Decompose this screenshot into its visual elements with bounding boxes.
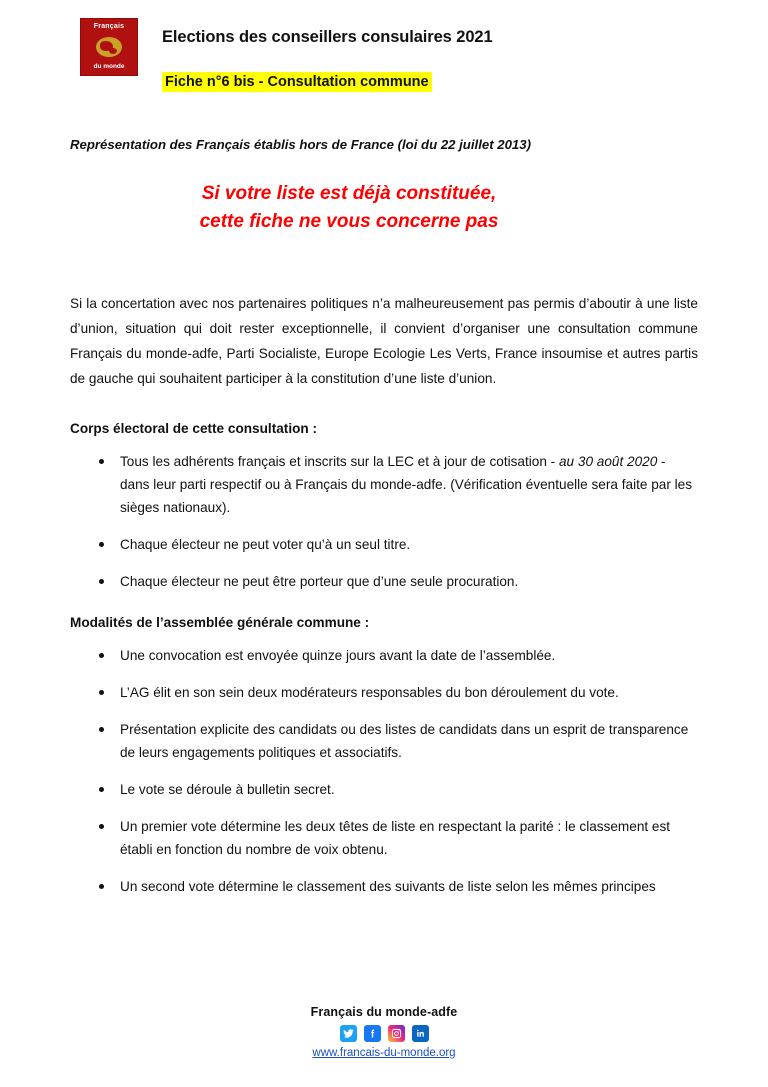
- document-subtitle-highlighted: Fiche n°6 bis - Consultation commune: [162, 72, 432, 92]
- header-text-block: [162, 18, 493, 93]
- list-electorate: [70, 450, 698, 593]
- section-heading-modalities: Modalités de l’assemblée générale commune :: [70, 615, 370, 630]
- list-item: Le vote se déroule à bulletin secret.: [116, 778, 698, 801]
- list-item-text-part1: Tous les adhérents français et inscrits sur la LEC et à jour de cotisation -: [120, 454, 559, 469]
- subtitle-wrapper: [162, 71, 493, 93]
- warning-line-1: Si votre liste est déjà constituée,: [201, 183, 497, 204]
- instagram-icon[interactable]: [388, 1025, 405, 1042]
- social-links: [0, 1025, 768, 1042]
- warning-line-2: cette fiche ne vous concerne pas: [199, 211, 499, 232]
- page-title: Elections des conseillers consulaires 2021: [162, 28, 493, 46]
- list-item-text-italic: au 30 août 2020: [558, 454, 658, 469]
- document-footer: [0, 1005, 768, 1059]
- logo-bottom-text: du monde: [93, 63, 125, 70]
- list-item: Une convocation est envoyée quinze jours avant la date de l’assemblée.: [116, 644, 698, 667]
- list-item: Un premier vote détermine les deux têtes de liste en respectant la parité : le classement est établi en fonction du nombre de voix obtenu.: [116, 815, 698, 861]
- list-item: [116, 450, 698, 519]
- section-heading-electorate: Corps électoral de cette consultation :: [70, 421, 318, 436]
- list-item: Présentation explicite des candidats ou des listes de candidats dans un esprit de transparence de leurs engagements politiques et associatifs.: [116, 718, 698, 764]
- list-item: Chaque électeur ne peut être porteur que d’une seule procuration.: [116, 570, 698, 593]
- intro-paragraph: Si la concertation avec nos partenaires politiques n’a malheureusement pas permis d’aboutir à une liste d’union, situation qui doit rester exceptionnelle, il convient d’organiser une consultation commune Français du monde-adfe, Parti Socialiste, Europe Ecologie Les Verts, France insoumise et autres partis de gauche qui souhaitent participer à la constitution d’une liste d’union.: [70, 296, 698, 386]
- globe-icon: [96, 37, 122, 57]
- document-header: [0, 0, 768, 93]
- list-item: Chaque électeur ne peut voter qu’à un seul titre.: [116, 533, 698, 556]
- document-body: [0, 137, 768, 898]
- list-item-text-part2: - dans leur parti respectif ou à Français du monde-adfe. (Vérification éventuelle sera faite par les sièges nationaux).: [120, 454, 692, 515]
- list-modalities: [70, 644, 698, 898]
- law-reference-line: Représentation des Français établis hors de France (loi du 22 juillet 2013): [70, 137, 531, 152]
- list-item: Un second vote détermine le classement des suivants de liste selon les mêmes principes: [116, 875, 698, 898]
- francais-du-monde-logo: [80, 18, 138, 76]
- logo-top-text: Français: [93, 23, 125, 30]
- linkedin-icon[interactable]: [412, 1025, 429, 1042]
- website-link[interactable]: www.francais-du-monde.org: [312, 1047, 456, 1059]
- list-item: L’AG élit en son sein deux modérateurs responsables du bon déroulement du vote.: [116, 681, 698, 704]
- facebook-icon[interactable]: [364, 1025, 381, 1042]
- twitter-icon[interactable]: [340, 1025, 357, 1042]
- footer-organisation: Français du monde-adfe: [310, 1005, 458, 1019]
- warning-notice: [70, 180, 698, 236]
